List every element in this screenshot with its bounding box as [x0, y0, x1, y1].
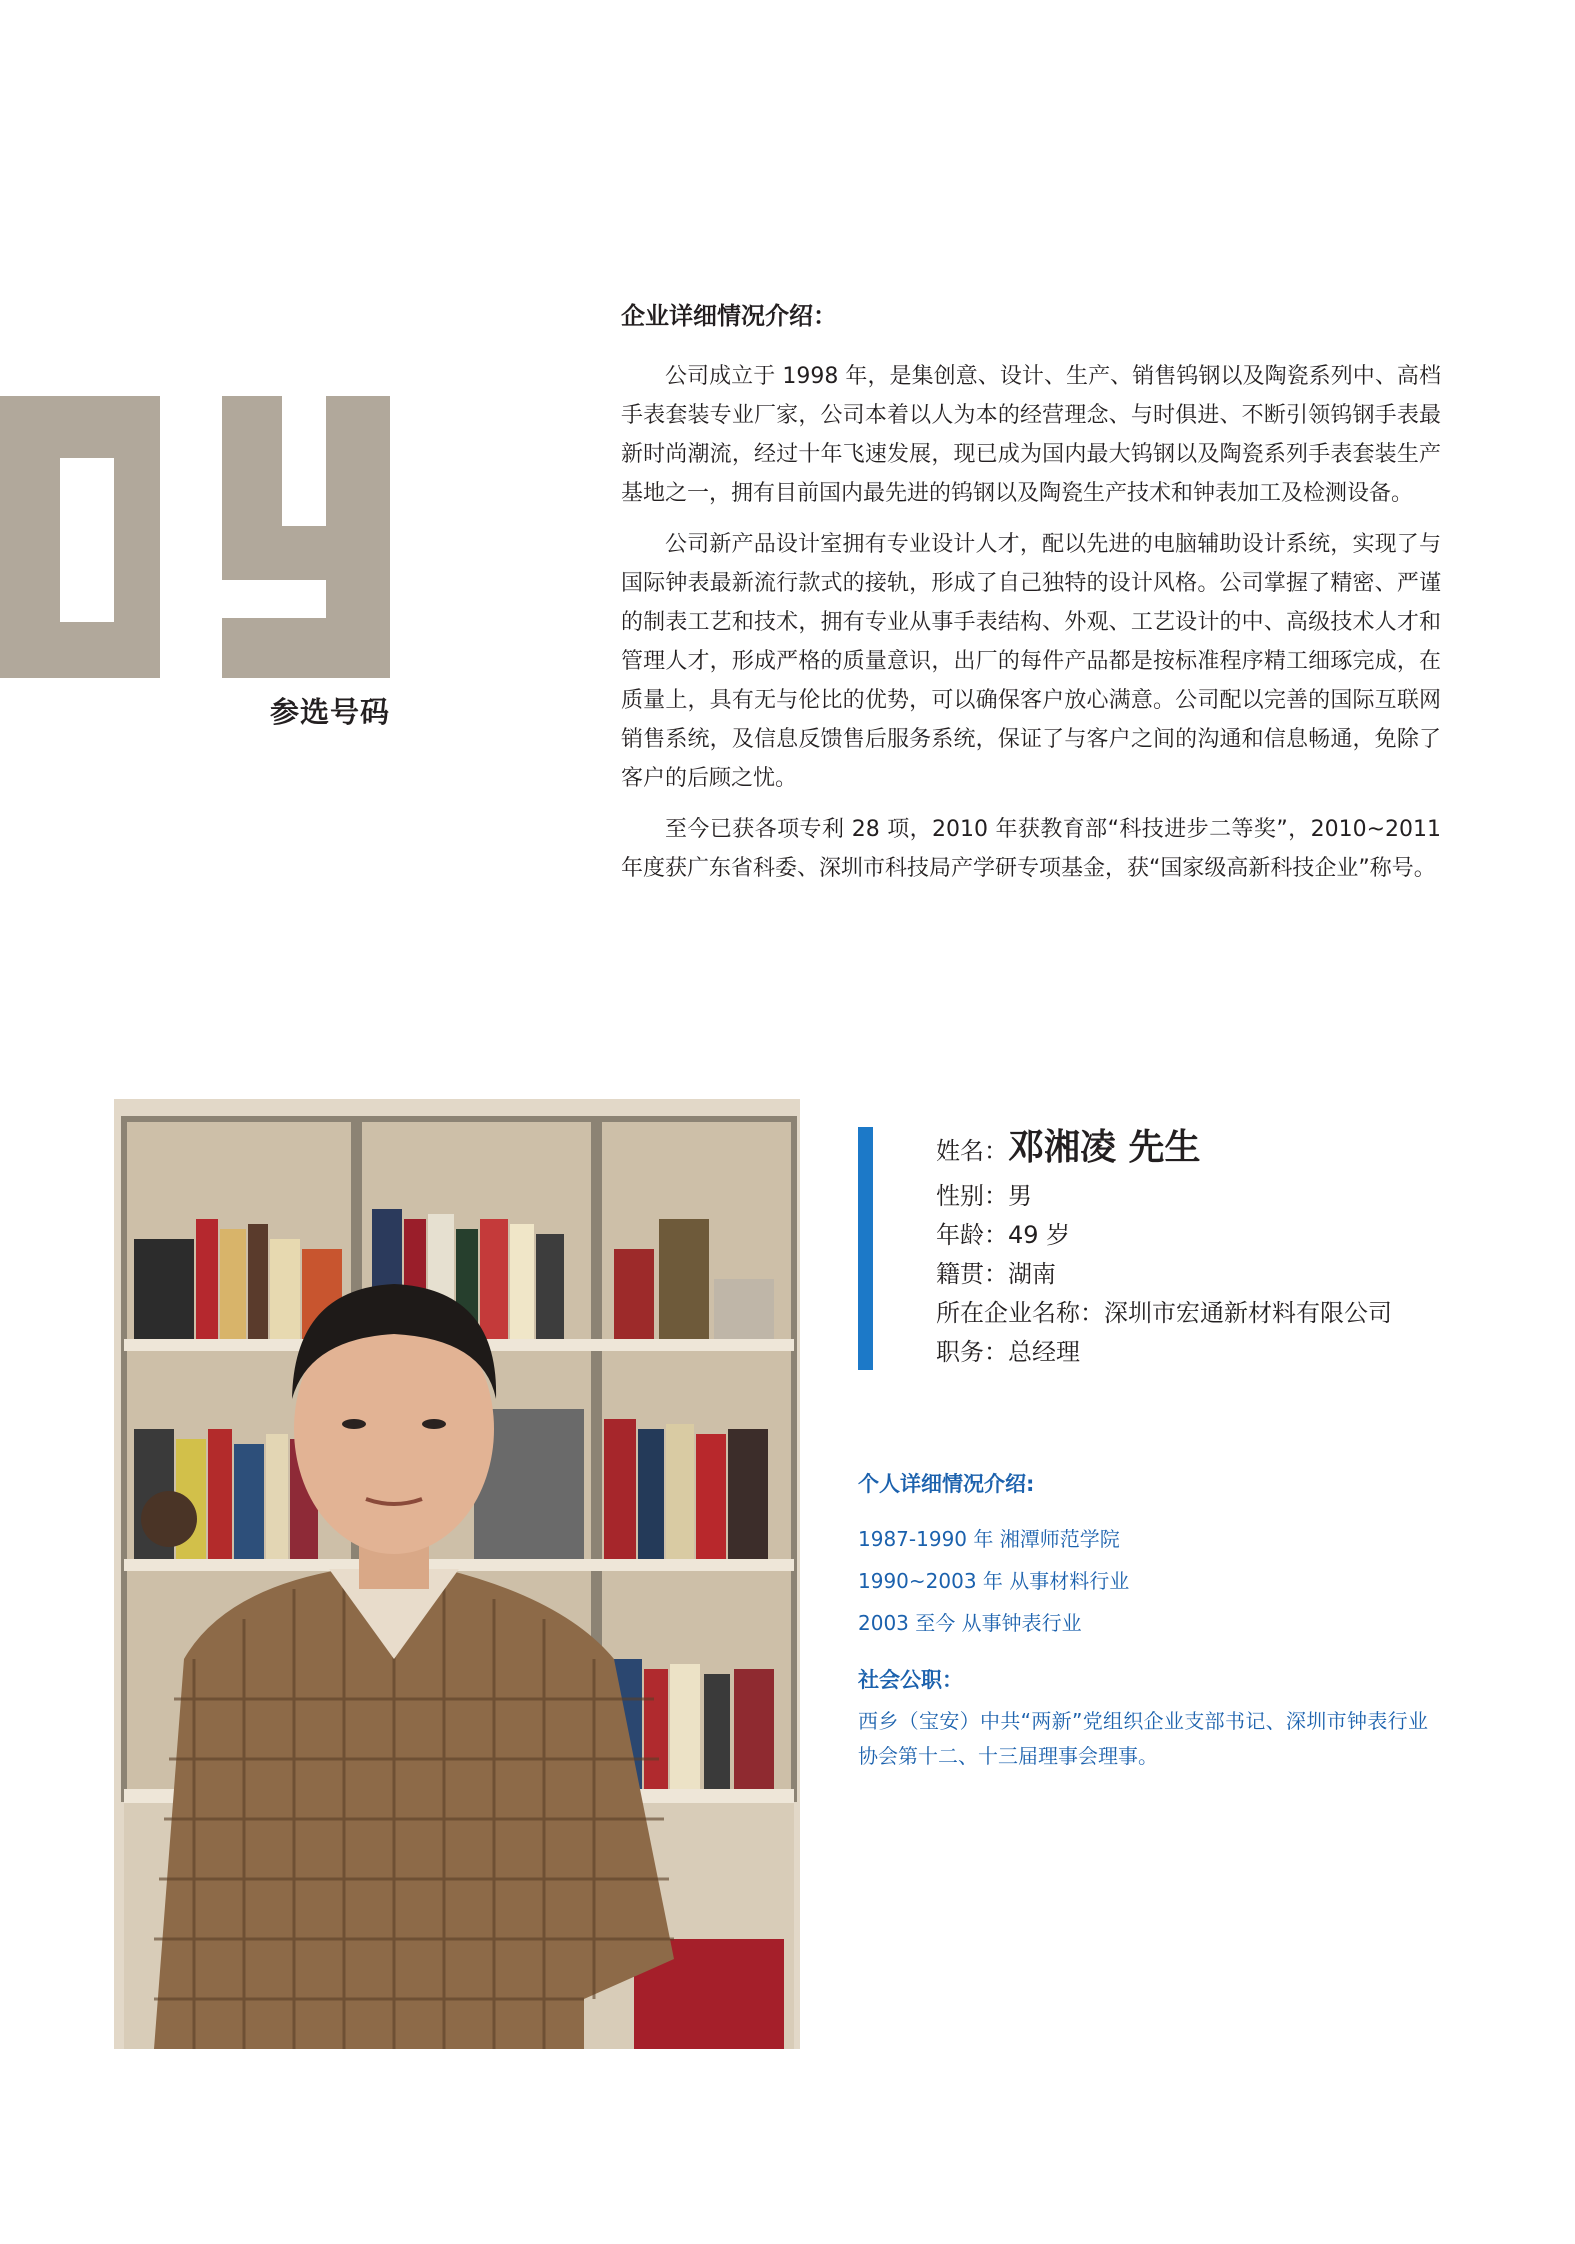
company-intro-paragraph: 公司成立于 1998 年，是集创意、设计、生产、销售钨钢以及陶瓷系列中、高档手表套装专业厂家，公司本着以人为本的经营理念、与时俱进、不断引领钨钢手表最新时尚潮流，经过十年飞速发展，现已成为国内最大钨钢以及陶瓷系列手表套装生产基地之一，拥有目前国内最先进的钨钢以及陶瓷生产技术和钟表加工及检测设备。: [621, 364, 1441, 506]
personal-history-item: 1987-1990 年 湘潭师范学院: [858, 1527, 1120, 1551]
profile-name-label: 姓名：: [936, 1137, 1008, 1165]
company-intro-title: 企业详细情况介绍：: [621, 302, 837, 330]
personal-history-item: 1990~2003 年 从事材料行业: [858, 1569, 1130, 1593]
social-positions-text: 西乡（宝安）中共“两新”党组织企业支部书记、深圳市钟表行业协会第十二、十三届理事会理事。: [858, 1709, 1428, 1768]
personal-intro-section: [858, 1468, 1458, 1774]
candidate-portrait-photo: [114, 1099, 800, 2049]
profile-gender: 性别：男: [936, 1182, 1032, 1210]
company-intro-paragraph: 至今已获各项专利 28 项，2010 年获教育部“科技进步二等奖”，2010~2011 年度获广东省科委、深圳市科技局产学研专项基金，获“国家级高新科技企业”称号。: [621, 817, 1441, 881]
personal-history-item: 2003 至今 从事钟表行业: [858, 1611, 1082, 1635]
company-intro-paragraph: 公司新产品设计室拥有专业设计人才，配以先进的电脑辅助设计系统，实现了与国际钟表最新流行款式的接轨，形成了自己独特的设计风格。公司掌握了精密、严谨的制表工艺和技术，拥有专业从事手表结构、外观、工艺设计的中、高级技术人才和管理人才，形成严格的质量意识，出厂的每件产品都是按标准程序精工细琢完成，在质量上，具有无与伦比的优势，可以确保客户放心满意。公司配以完善的国际互联网销售系统，及信息反馈售后服务系统，保证了与客户之间的沟通和信息畅通，免除了客户的后顾之忧。: [621, 532, 1441, 791]
profile-position: 职务：总经理: [936, 1338, 1080, 1366]
portrait-illustration: [114, 1099, 800, 2049]
company-intro-section: [621, 296, 1441, 900]
profile-hometown: 籍贯：湖南: [936, 1260, 1056, 1288]
profile-company: 所在企业名称：深圳市宏通新材料有限公司: [936, 1299, 1392, 1327]
profile-name-value: 邓湘凌 先生: [1008, 1127, 1201, 1168]
profile-info: [936, 1122, 1536, 1372]
profile-name-row: [936, 1122, 1536, 1177]
personal-intro-title: 个人详细情况介绍:: [858, 1472, 1035, 1496]
candidate-number-label: 参选号码: [269, 695, 390, 729]
social-positions-title: 社会公职：: [858, 1668, 963, 1692]
candidate-number-graphic: [0, 396, 390, 678]
profile-accent-bar: [858, 1127, 873, 1370]
profile-age: 年龄：49 岁: [936, 1221, 1071, 1249]
